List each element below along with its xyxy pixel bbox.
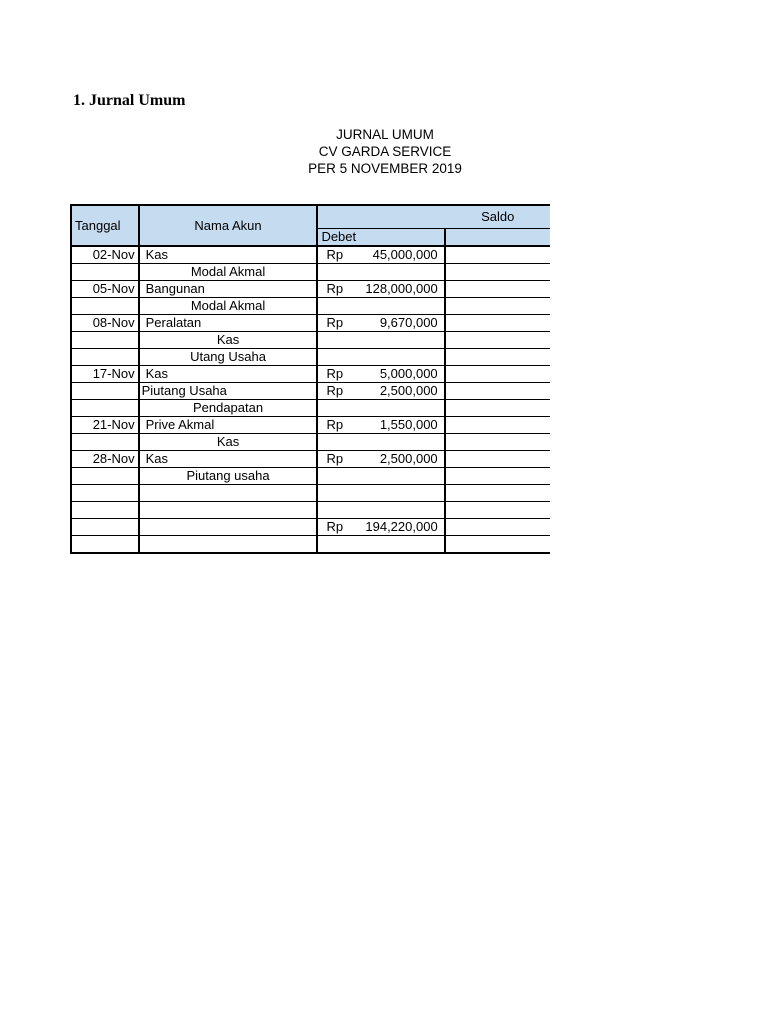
company-name: CV GARDA SERVICE	[318, 144, 452, 159]
cell-kredit	[445, 502, 550, 519]
cell-account: Prive Akmal	[139, 417, 318, 434]
currency-label: Rp	[326, 451, 344, 466]
cell-kredit	[445, 417, 550, 434]
cell-kredit	[445, 349, 550, 366]
cell-account: Kas	[139, 366, 318, 383]
debet-amount: 2,500,000	[379, 451, 438, 466]
cell-date	[71, 264, 139, 281]
cell-kredit	[445, 485, 550, 502]
debet-amount: 194,220,000	[365, 519, 438, 534]
debet-amount: 1,550,000	[379, 417, 438, 432]
cell-date	[71, 332, 139, 349]
cell-debet	[317, 298, 444, 315]
cell-debet	[317, 468, 444, 485]
cell-account: Modal Akmal	[139, 264, 318, 281]
journal-row	[71, 315, 550, 332]
cell-date: 05-Nov	[71, 281, 139, 298]
header-debet: Debet	[317, 229, 444, 247]
cell-date	[71, 349, 139, 366]
cell-date	[71, 434, 139, 451]
currency-label: Rp	[326, 366, 344, 381]
journal-row	[71, 417, 550, 434]
cell-date: 28-Nov	[71, 451, 139, 468]
journal-row	[71, 434, 550, 451]
cell-date	[71, 400, 139, 417]
journal-row	[71, 400, 550, 417]
cell-account: Kas	[139, 434, 318, 451]
cell-debet	[317, 281, 444, 298]
debet-amount: 2,500,000	[379, 383, 438, 398]
currency-label: Rp	[326, 281, 344, 296]
cell-debet	[317, 349, 444, 366]
cell-account	[139, 536, 318, 554]
page-heading: 1. Jurnal Umum	[73, 92, 186, 109]
currency-label: Rp	[326, 417, 344, 432]
journal-row	[71, 468, 550, 485]
cell-kredit	[445, 434, 550, 451]
journal-table	[70, 204, 550, 554]
cell-date	[71, 298, 139, 315]
currency-label: Rp	[326, 247, 344, 262]
journal-row	[71, 366, 550, 383]
cell-kredit	[445, 536, 550, 554]
cell-debet	[317, 434, 444, 451]
cell-account	[139, 485, 318, 502]
cell-account: Bangunan	[139, 281, 318, 298]
journal-row	[71, 281, 550, 298]
cell-account: Kas	[139, 332, 318, 349]
cell-debet	[317, 417, 444, 434]
debet-amount: 128,000,000	[365, 281, 438, 296]
cell-debet	[317, 519, 444, 536]
journal-title: JURNAL UMUM	[336, 127, 434, 142]
cell-account: Kas	[139, 246, 318, 264]
cell-debet	[317, 366, 444, 383]
header-tanggal: Tanggal	[71, 205, 139, 246]
cell-kredit	[445, 315, 550, 332]
cell-account: Piutang Usaha	[139, 383, 318, 400]
cell-kredit	[445, 298, 550, 315]
cell-debet	[317, 332, 444, 349]
journal-row	[71, 383, 550, 400]
cell-date	[71, 536, 139, 554]
cell-debet	[317, 246, 444, 264]
journal-body	[71, 246, 550, 553]
cell-debet	[317, 485, 444, 502]
cell-kredit	[445, 366, 550, 383]
journal-row	[71, 502, 550, 519]
cell-date: 08-Nov	[71, 315, 139, 332]
journal-row	[71, 298, 550, 315]
journal-row	[71, 536, 550, 554]
cell-account: Peralatan	[139, 315, 318, 332]
journal-period: PER 5 NOVEMBER 2019	[308, 161, 462, 176]
cell-date: 17-Nov	[71, 366, 139, 383]
header-kredit-cell	[445, 229, 550, 247]
currency-label: Rp	[326, 383, 344, 398]
header-saldo: Saldo	[317, 205, 550, 229]
cell-date: 02-Nov	[71, 246, 139, 264]
cell-account: Kas	[139, 451, 318, 468]
currency-label: Rp	[326, 519, 344, 534]
currency-label: Rp	[326, 315, 344, 330]
journal-row	[71, 246, 550, 264]
cell-kredit	[445, 246, 550, 264]
cell-debet	[317, 536, 444, 554]
cell-debet	[317, 383, 444, 400]
cell-date	[71, 502, 139, 519]
cell-kredit	[445, 468, 550, 485]
journal-row	[71, 349, 550, 366]
cell-account	[139, 502, 318, 519]
cell-kredit	[445, 281, 550, 298]
journal-row	[71, 519, 550, 536]
cell-account: Utang Usaha	[139, 349, 318, 366]
cell-debet	[317, 451, 444, 468]
cell-debet	[317, 264, 444, 281]
cell-account: Piutang usaha	[139, 468, 318, 485]
cell-kredit	[445, 383, 550, 400]
journal-sheet	[70, 204, 550, 556]
debet-amount: 45,000,000	[372, 247, 438, 262]
cell-kredit	[445, 264, 550, 281]
cell-kredit	[445, 519, 550, 536]
cell-date	[71, 519, 139, 536]
cell-date	[71, 468, 139, 485]
cell-account	[139, 519, 318, 536]
journal-title-block	[250, 126, 520, 177]
cell-date	[71, 485, 139, 502]
cell-kredit	[445, 400, 550, 417]
cell-account: Pendapatan	[139, 400, 318, 417]
cell-kredit	[445, 332, 550, 349]
cell-kredit	[445, 451, 550, 468]
cell-date: 21-Nov	[71, 417, 139, 434]
cell-account: Modal Akmal	[139, 298, 318, 315]
header-nama-akun: Nama Akun	[139, 205, 318, 246]
journal-row	[71, 264, 550, 281]
debet-amount: 9,670,000	[379, 315, 438, 330]
debet-amount: 5,000,000	[379, 366, 438, 381]
journal-row	[71, 332, 550, 349]
cell-debet	[317, 400, 444, 417]
cell-debet	[317, 502, 444, 519]
journal-row	[71, 485, 550, 502]
journal-row	[71, 451, 550, 468]
cell-date	[71, 383, 139, 400]
cell-debet	[317, 315, 444, 332]
